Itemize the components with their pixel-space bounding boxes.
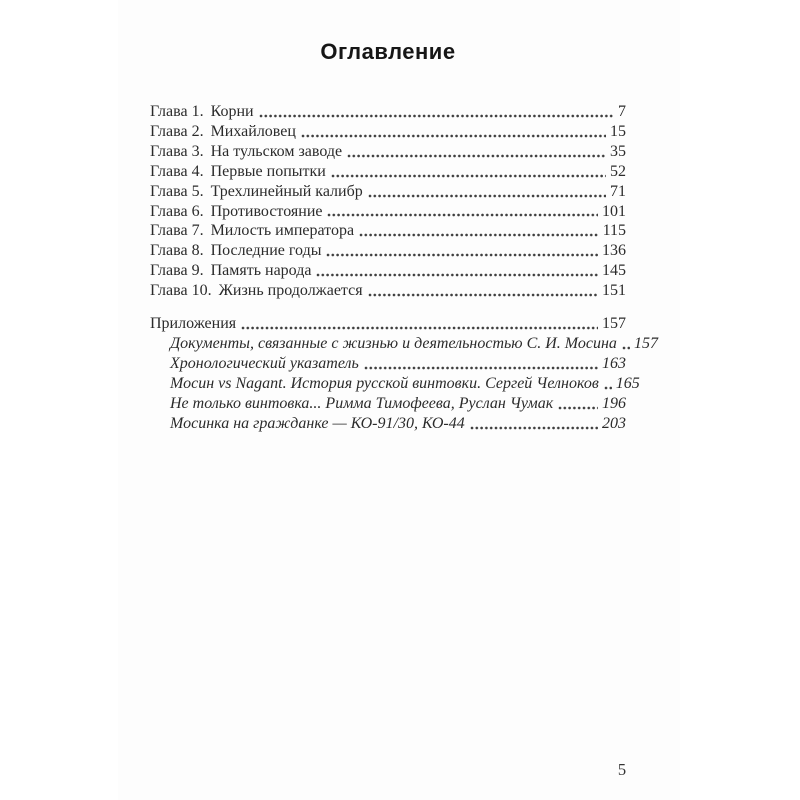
appendix-item-row	[150, 374, 640, 394]
appendix-item-title: Не только винтовка... Римма Тимофеева, Руслан Чумак	[170, 394, 554, 412]
appendix-item-title: Мосинка на гражданке — КО-91/30, КО-44	[170, 414, 465, 432]
appendix-item-row	[150, 414, 626, 434]
toc-row	[150, 261, 626, 281]
toc-row	[150, 221, 626, 241]
page-ref: 151	[602, 282, 626, 300]
chapter-label: Глава 7.	[150, 222, 204, 240]
chapter-title: Корни	[210, 103, 254, 120]
dot-leader	[368, 293, 598, 297]
page-ref: 165	[615, 374, 640, 392]
dot-leader	[327, 213, 598, 217]
page-number: 5	[617, 760, 627, 779]
page-ref: 136	[602, 242, 626, 260]
chapter-title: Трехлинейный калибр	[210, 182, 363, 200]
page-ref: 52	[610, 162, 626, 180]
appendix-item-row	[150, 394, 626, 414]
appendix-item-title: Мосин vs Nagant. История русской винтовки. Сергей Челноков	[170, 374, 599, 392]
chapter-label: Глава 2.	[150, 122, 204, 140]
page-ref: 35	[610, 142, 626, 160]
dot-leader	[326, 253, 598, 257]
chapter-title: На тульском заводе	[210, 142, 343, 160]
appendix-header-row	[150, 314, 626, 334]
chapter-label: Глава 9.	[150, 262, 204, 280]
page-ref: 157	[602, 315, 626, 333]
page-ref: 157	[633, 334, 658, 352]
chapter-label: Глава 10.	[150, 282, 212, 300]
chapter-label: Глава 5.	[150, 182, 204, 200]
chapter-title: Противостояние	[210, 202, 323, 220]
appendix-item-title: Хронологический указатель	[170, 354, 359, 372]
chapter-title: Память народа	[210, 262, 312, 280]
dot-leader	[259, 114, 614, 118]
toc-row	[150, 182, 626, 202]
appendix-item-row	[150, 334, 658, 354]
dot-leader	[368, 194, 606, 198]
appendix-item-row	[150, 354, 626, 374]
chapter-title: Жизнь продолжается	[218, 282, 363, 300]
appendix-item-title: Документы, связанные с жизнью и деятельностью С. И. Мосина	[170, 334, 617, 352]
page-ref: 196	[602, 394, 626, 412]
page-ref: 101	[602, 202, 626, 220]
chapter-label: Глава 6.	[150, 202, 204, 220]
dot-leader	[604, 386, 612, 390]
dot-leader	[359, 233, 599, 237]
toc-row	[150, 281, 626, 301]
chapter-label: Глава 8.	[150, 242, 204, 260]
dot-leader	[331, 174, 606, 178]
toc-row	[150, 202, 626, 222]
dot-leader	[301, 134, 606, 138]
page-ref: 7	[618, 103, 626, 120]
appendix-title: Приложения	[150, 315, 237, 333]
page-ref: 71	[610, 182, 626, 200]
toc-row	[150, 142, 626, 162]
chapter-title: Последние годы	[210, 242, 322, 260]
dot-leader	[558, 406, 598, 410]
toc-row	[150, 162, 626, 182]
toc-row	[150, 102, 626, 122]
dot-leader	[241, 326, 598, 330]
dot-leader	[470, 426, 598, 430]
dot-leader	[364, 366, 598, 370]
chapter-label: Глава 3.	[150, 142, 204, 160]
dot-leader	[622, 346, 630, 350]
page-title: Оглавление	[320, 39, 456, 64]
page-ref: 145	[602, 262, 626, 280]
chapter-label: Глава 1.	[150, 103, 204, 120]
page-ref: 163	[602, 354, 626, 372]
page-ref: 203	[602, 414, 626, 432]
chapter-title: Милость императора	[210, 222, 355, 240]
dot-leader	[316, 273, 598, 277]
toc-column	[150, 39, 658, 434]
page-ref: 115	[602, 222, 626, 240]
dot-leader	[347, 154, 606, 158]
chapter-title: Михайловец	[210, 122, 296, 140]
toc-row	[150, 241, 626, 261]
chapter-title: Первые попытки	[210, 162, 326, 180]
page-ref: 15	[610, 122, 626, 140]
chapter-label: Глава 4.	[150, 162, 204, 180]
toc-row	[150, 122, 626, 142]
